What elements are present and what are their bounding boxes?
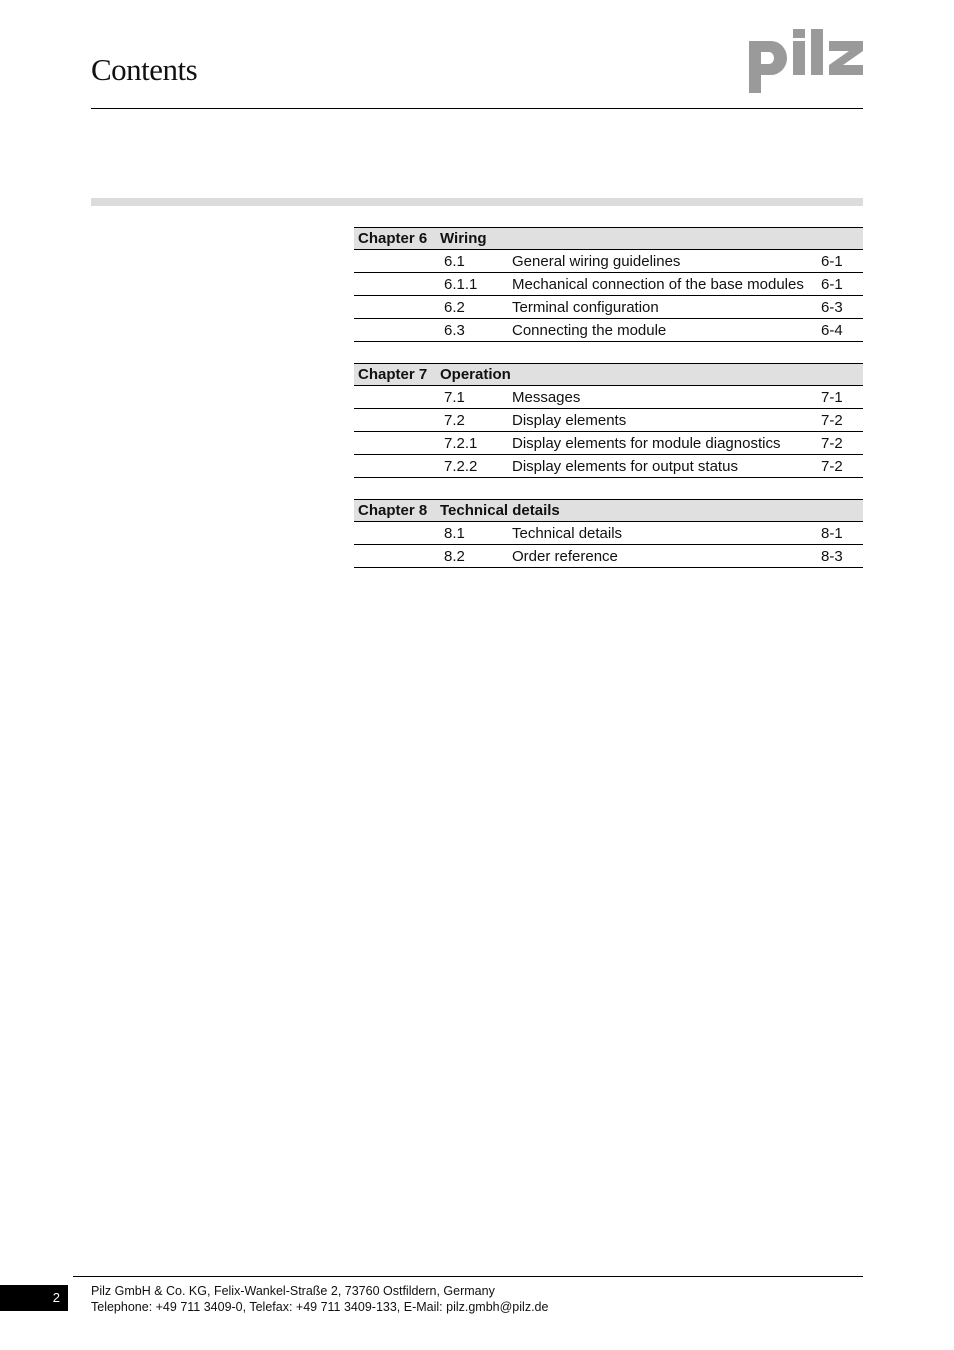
toc-entry-page: 8-1	[821, 525, 843, 542]
chapter-heading[interactable]	[354, 363, 863, 386]
toc-entry-number: 6.2	[444, 299, 465, 316]
toc-entry-text: Technical details	[512, 525, 623, 542]
toc-entry-number: 7.2.2	[444, 458, 478, 475]
toc-entry-text: Display elements for output status	[512, 458, 738, 475]
toc-entry-text: Messages	[512, 389, 581, 406]
footer-rule	[73, 1276, 863, 1277]
toc-entry-page: 6-1	[821, 276, 843, 293]
toc-chapter	[354, 227, 863, 342]
chapter-heading[interactable]	[354, 499, 863, 522]
chapter-title: Wiring	[440, 230, 487, 247]
toc-entry-number: 6.3	[444, 322, 465, 339]
toc-entry-page: 6-4	[821, 322, 843, 339]
footer-line-2: Telephone: +49 711 3409-0, Telefax: +49 711 3409-133, E-Mail: pilz.gmbh@pilz.de	[91, 1300, 549, 1314]
toc-entry[interactable]	[354, 250, 863, 273]
header-rule	[91, 108, 863, 109]
chapter-label: Chapter 6	[358, 230, 428, 247]
toc-entry[interactable]	[354, 522, 863, 545]
toc-entry-spacer	[354, 457, 444, 476]
toc-entry-text: Order reference	[512, 548, 618, 565]
table-of-contents	[354, 227, 863, 589]
toc-entry-spacer	[354, 524, 444, 543]
chapter-heading[interactable]	[354, 227, 863, 250]
toc-chapter	[354, 499, 863, 568]
toc-entry-spacer	[354, 252, 444, 271]
pilz-logo	[747, 27, 865, 100]
toc-entry-page: 6-1	[821, 253, 843, 270]
chapter-label: Chapter 7	[358, 366, 428, 383]
toc-entry-number: 8.1	[444, 525, 465, 542]
toc-entry-page: 7-2	[821, 412, 843, 429]
toc-entry[interactable]	[354, 273, 863, 296]
chapter-label: Chapter 8	[358, 502, 428, 519]
toc-entry-page: 8-3	[821, 548, 843, 565]
chapter-title: Technical details	[440, 502, 560, 519]
toc-entry-text: Display elements for module diagnostics	[512, 435, 781, 452]
toc-entry-text: Mechanical connection of the base modules	[512, 276, 804, 293]
toc-entry-spacer	[354, 434, 444, 453]
footer-address	[91, 1283, 548, 1315]
chapter-title: Operation	[440, 366, 511, 383]
toc-entry-spacer	[354, 411, 444, 430]
toc-entry-number: 7.2.1	[444, 435, 478, 452]
toc-entry[interactable]	[354, 545, 863, 568]
toc-entry-number: 7.2	[444, 412, 465, 429]
toc-entry-spacer	[354, 547, 444, 566]
toc-entry-number: 7.1	[444, 389, 465, 406]
toc-entry-number: 6.1	[444, 253, 465, 270]
toc-entry-text: General wiring guidelines	[512, 253, 681, 270]
footer-line-1: Pilz GmbH & Co. KG, Felix-Wankel-Straße 2, 73760 Ostfildern, Germany	[91, 1284, 495, 1298]
page-number: 2	[0, 1285, 68, 1311]
toc-entry[interactable]	[354, 386, 863, 409]
toc-entry-text: Terminal configuration	[512, 299, 659, 316]
toc-entry-number: 6.1.1	[444, 276, 478, 293]
toc-entry-page: 7-2	[821, 458, 843, 475]
toc-entry-spacer	[354, 275, 444, 294]
toc-entry-page: 7-1	[821, 389, 843, 406]
toc-entry-spacer	[354, 321, 444, 340]
toc-entry-page: 7-2	[821, 435, 843, 452]
pilz-logo-icon	[747, 27, 865, 95]
toc-entry[interactable]	[354, 319, 863, 342]
toc-chapter	[354, 363, 863, 478]
toc-entry-number: 8.2	[444, 548, 465, 565]
page-title: Contents	[91, 52, 198, 87]
section-band	[91, 198, 863, 206]
toc-entry-text: Connecting the module	[512, 322, 667, 339]
toc-entry-text: Display elements	[512, 412, 627, 429]
toc-entry[interactable]	[354, 409, 863, 432]
toc-entry[interactable]	[354, 432, 863, 455]
toc-entry[interactable]	[354, 296, 863, 319]
toc-entry-spacer	[354, 388, 444, 407]
toc-entry[interactable]	[354, 455, 863, 478]
toc-entry-spacer	[354, 298, 444, 317]
toc-entry-page: 6-3	[821, 299, 843, 316]
